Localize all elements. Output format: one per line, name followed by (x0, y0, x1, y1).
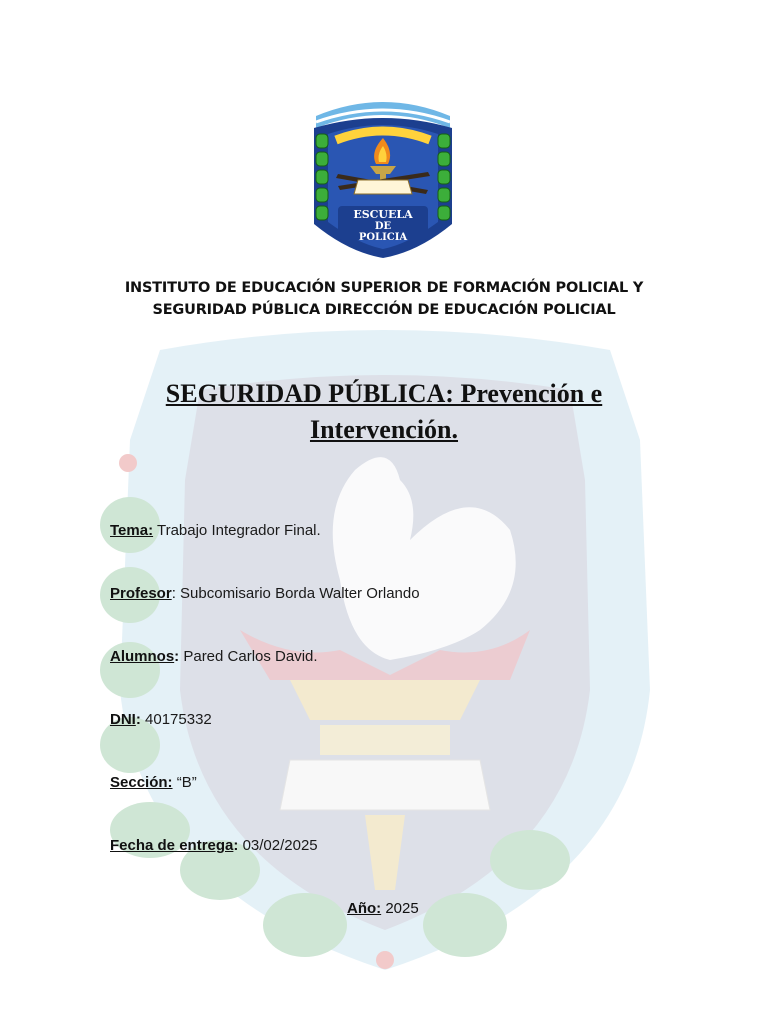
institute-line-1: INSTITUTO DE EDUCACIÓN SUPERIOR DE FORMACIÓN POLICIAL Y (124, 280, 644, 296)
crest-line-1: ESCUELA (353, 208, 413, 221)
document-title (100, 376, 668, 448)
field-anio (347, 900, 419, 917)
field-seccion (110, 774, 197, 791)
institute-heading (60, 277, 708, 321)
tema-label: Tema: (110, 522, 154, 539)
dni-value: 40175332 (145, 711, 212, 728)
anio-value: 2025 (381, 900, 419, 917)
seccion-label: Sección: (110, 774, 173, 791)
title-line-2: Intervención. (309, 415, 459, 444)
profesor-label: Profesor (110, 585, 172, 602)
crest-line-2: DE (374, 221, 392, 232)
alumnos-sep: : (174, 648, 184, 665)
fecha-sep: : (233, 837, 243, 854)
institute-line-2: SEGURIDAD PÚBLICA DIRECCIÓN DE EDUCACIÓN POLICIAL (152, 302, 616, 318)
dni-sep: : (135, 711, 146, 728)
seccion-value: “B” (176, 774, 197, 791)
dni-label: DNI (110, 711, 136, 728)
fecha-label: Fecha de entrega (110, 837, 234, 854)
profesor-sep: : (171, 585, 181, 602)
crest-line-3: POLICIA (358, 232, 408, 243)
field-tema (110, 522, 321, 539)
police-school-crest (308, 94, 458, 260)
alumnos-label: Alumnos (110, 648, 175, 665)
field-fecha (110, 837, 318, 854)
field-dni (110, 711, 212, 728)
alumnos-value: Pared Carlos David. (183, 648, 318, 665)
field-profesor (110, 585, 420, 602)
field-alumnos (110, 648, 318, 665)
anio-label: Año: (347, 900, 382, 917)
title-line-1: SEGURIDAD PÚBLICA: Prevención e (165, 379, 603, 408)
tema-value: Trabajo Integrador Final. (153, 522, 321, 539)
fecha-value: 03/02/2025 (242, 837, 318, 854)
profesor-value: Subcomisario Borda Walter Orlando (180, 585, 420, 602)
